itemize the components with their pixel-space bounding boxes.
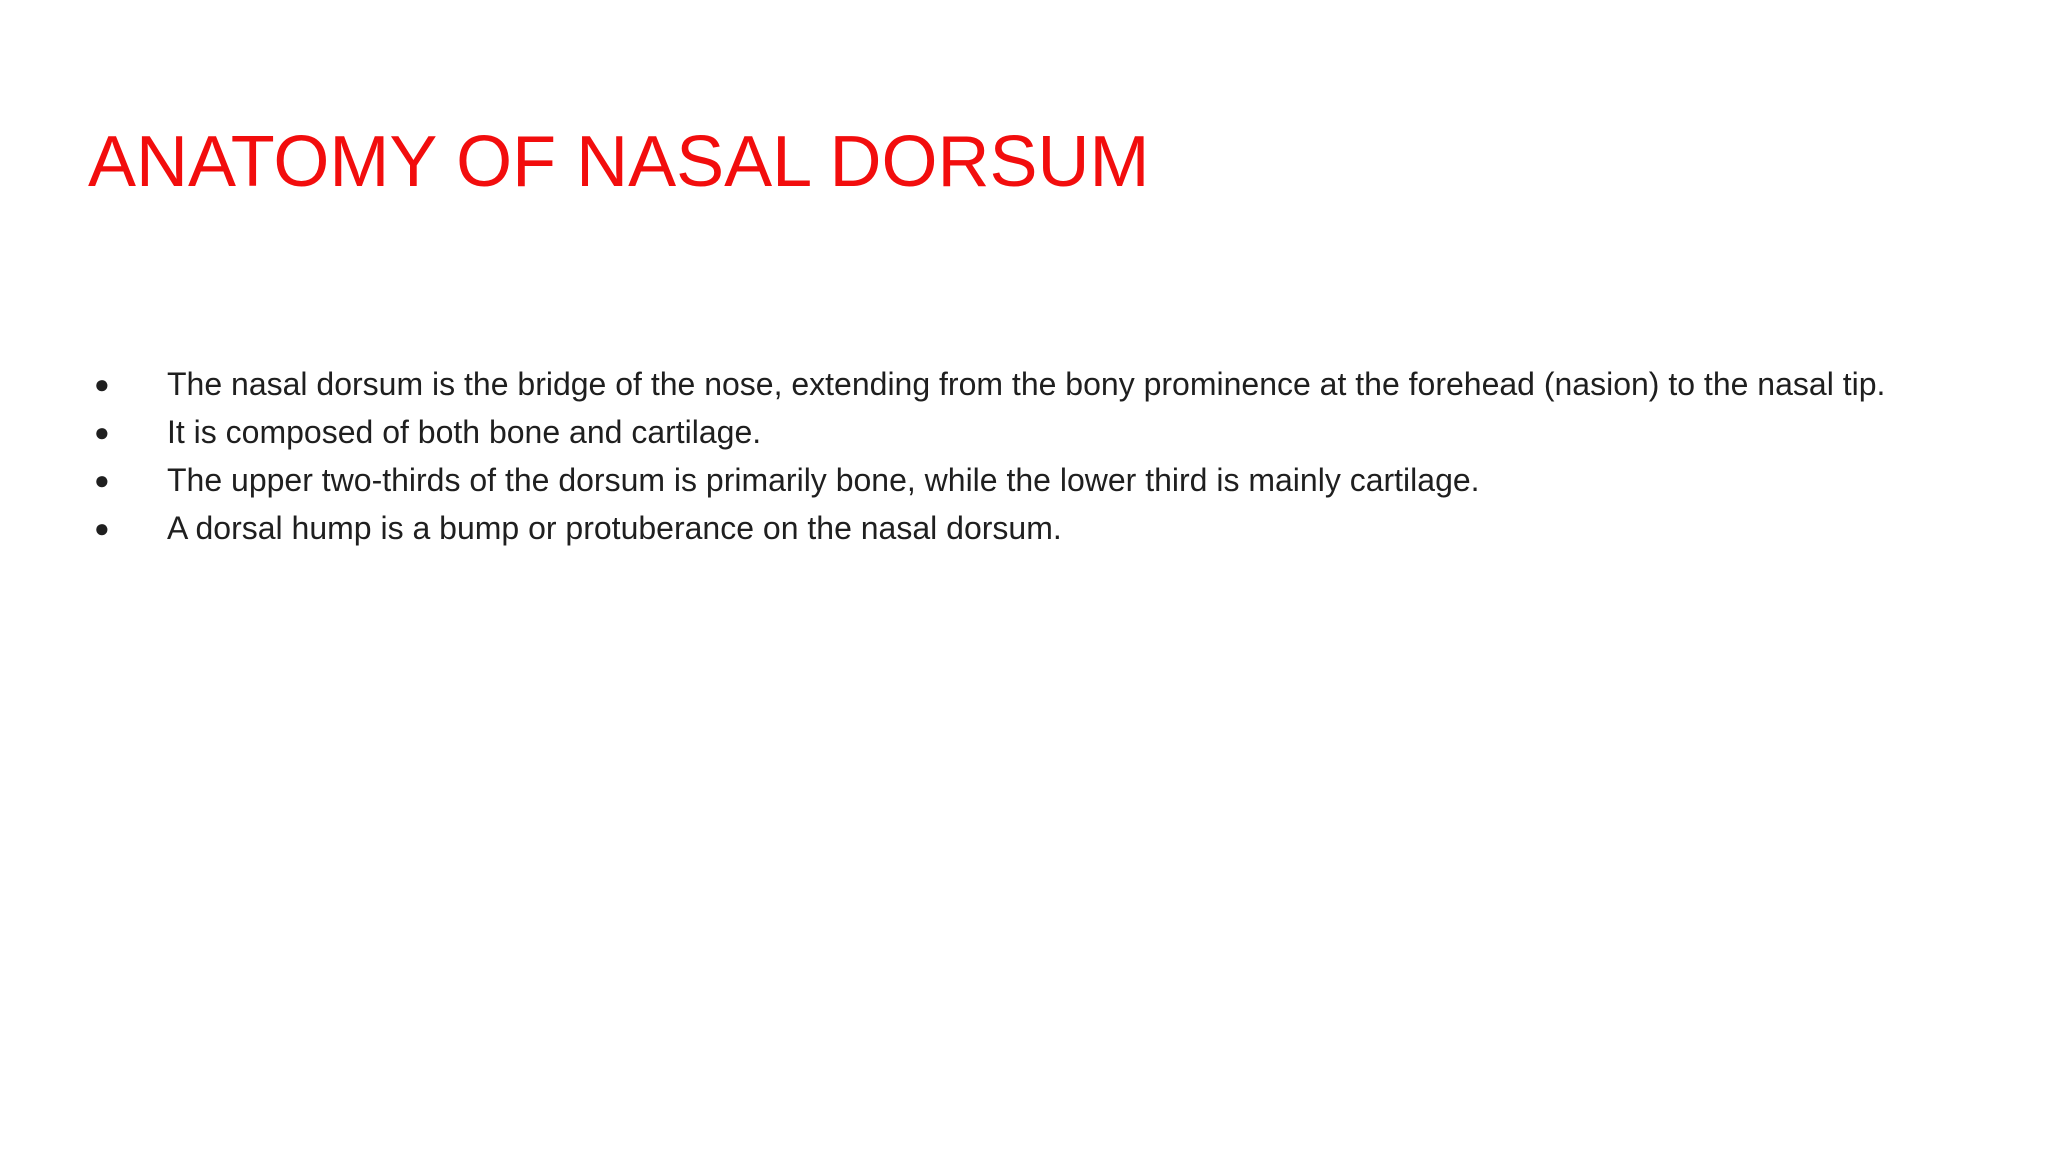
bullet-list (88, 361, 1968, 553)
bullet-text: The upper two-thirds of the dorsum is primarily bone, while the lower third is mainly cartilage. (167, 462, 1480, 498)
bullet-dot-icon: ● (94, 513, 110, 543)
bullet-item (88, 361, 1967, 408)
bullet-dot-icon: ● (94, 369, 110, 399)
bullet-dot-icon: ● (94, 417, 110, 447)
bullet-item (88, 505, 1967, 552)
bullet-item (88, 409, 1967, 456)
bullet-text: A dorsal hump is a bump or protuberance on the nasal dorsum. (167, 510, 1062, 546)
bullet-dot-icon: ● (94, 465, 110, 495)
bullet-text: The nasal dorsum is the bridge of the nose, extending from the bony prominence at the forehead (nasion) to the nasal tip. (167, 366, 1886, 402)
slide-title: ANATOMY OF NASAL DORSUM (88, 122, 1150, 202)
bullet-text: It is composed of both bone and cartilage. (167, 414, 762, 450)
bullet-item (88, 457, 1967, 504)
